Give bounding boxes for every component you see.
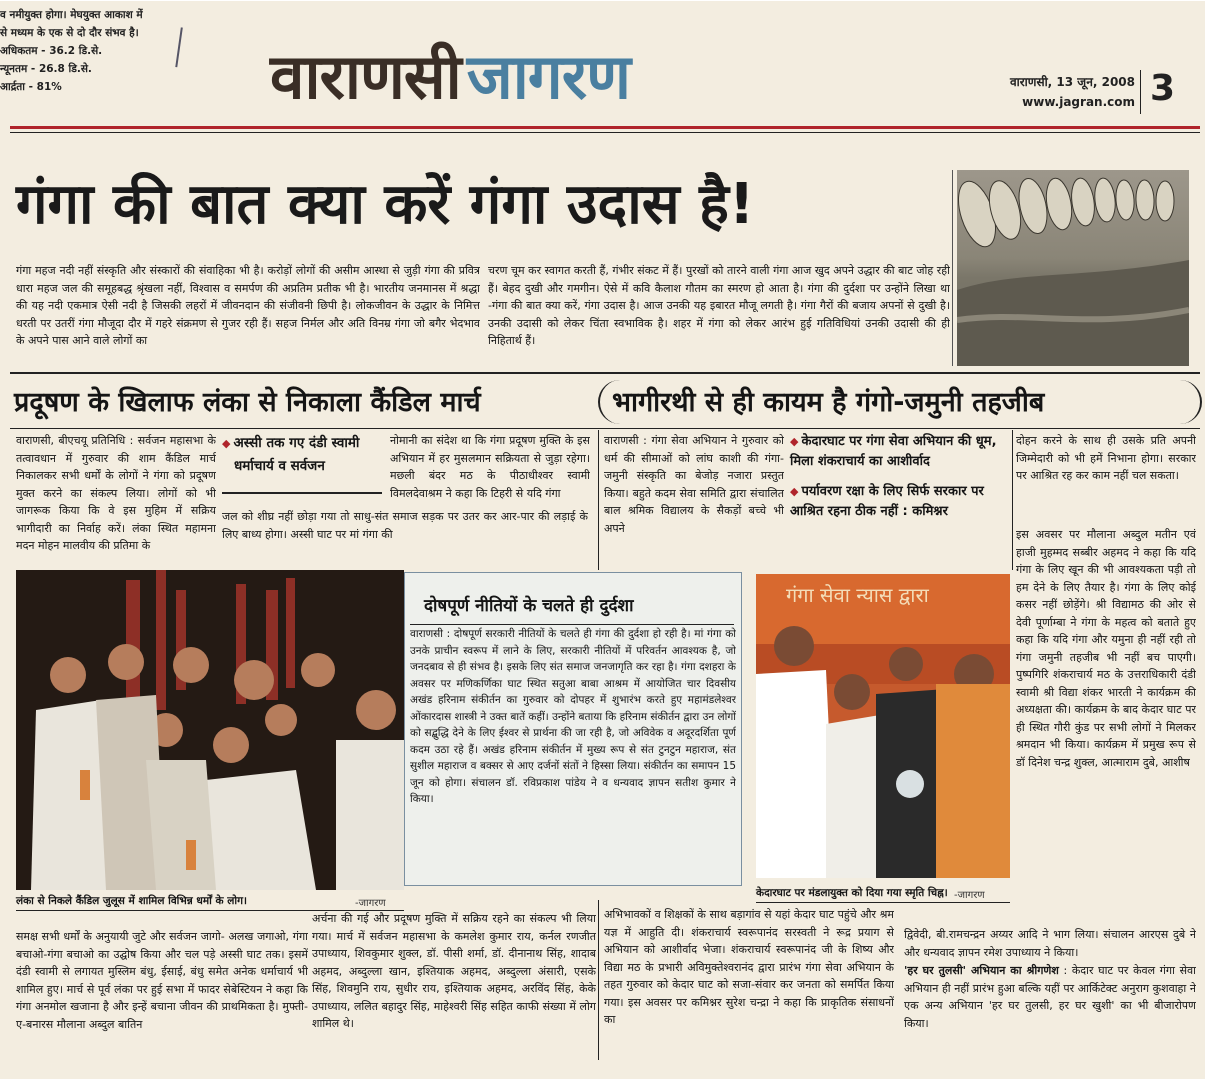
right-story-col-1: वाराणसी : गंगा सेवा अभियान ने गुरुवार को धर्म की सीमाओं को लांघ काशी की गंगा-जमुनी संस्कृति का बेजोड़ नजारा प्रस्तुत किया। बहुते कदम सेवा समिति द्वारा संचालित बाल श्रमिक विद्यालय के सैकड़ों बच्चे भी अपने	[604, 434, 784, 535]
scan-edge	[0, 0, 1205, 1]
tulsi-campaign-body: : केदार घाट पर केवल गंगा सेवा अभियान ही नहीं प्रारंभ हुआ बल्कि यहीं पर आर्किटेक्ट अनुराग कुशवाहा ने एक अन्य अभियान 'हर घर तुलसी, हर घर खुशी' का भी बीजारोपण किया।	[904, 964, 1196, 1030]
headline-underline	[10, 428, 1200, 429]
right-story-bottom-col-2: द्विवेदी, बी.रामचन्द्रन अय्यर आदि ने भाग लिया। संचालन आरएस दुबे ने और धन्यवाद ज्ञापन रमेश उपाध्याय ने किया।	[904, 928, 1196, 959]
left-story-bottom-col-2: अर्चना की गई और प्रदूषण मुक्ति में सक्रिय रहने का संकल्प भी लिया गया। मार्च में सर्वजन महासभा के कमलेश कुमार राय, कर्नल रणजीत उपाध्याय, शिवकुमार शुक्ल, डॉ. पीसी शर्मा, डॉ. दीनानाथ सिंह, शादाब अहमद, अब्दुल्ला खान, इश्तियाक अहमद, अब्दुल्ला अंसारी, एसके सिंह, शिवमुनि राय, सुधीर राय, इश्तियाक अहमद, अरविंद सिंह, केके उपाध्याय, ललित बहादुर सिंह, माहेश्वरी सिंह सहित काफी संख्या में लोग शामिल थे।	[312, 912, 596, 1030]
weather-box	[0, 6, 160, 106]
tulsi-campaign-head: 'हर घर तुलसी' अभियान का श्रीगणेश	[904, 964, 1059, 977]
dateline-divider	[1140, 70, 1141, 114]
ceremony-illustration	[756, 574, 1010, 878]
weather-line: से मध्यम के एक से दो दौर संभव है।	[0, 27, 139, 39]
right-caption-rule	[756, 902, 1010, 903]
right-subhead-1: केदारघाट पर गंगा सेवा अभियान की धूम, मिला शंकराचार्य का आशीर्वाद	[790, 434, 997, 469]
masthead-jagran: जागरण	[466, 40, 630, 113]
right-story-bottom-col-1: अभिभावकों व शिक्षकों के साथ बड़ागांव से यहां केदार घाट पहुंचे और श्रम यज्ञ में आहुति दी। शंकराचार्य स्वरूपानंद सरस्वती ने रूद्र प्रयाग से अभियान को आशीर्वाद भेजा। शंकराचार्य स्वरूपानंद जी के शिष्य और विद्या मठ के प्रभारी अविमुक्तेश्वरानंद द्वारा प्रारंभ गंगा सेवा अभियान के तहत गुरुवार को केदार घाट को सजा-संवार कर जनता को समर्पित किया गया। इस अवसर पर कमिश्नर सुरेश चन्द्रा ने कहा कि प्राकृतिक संसाधनों का	[604, 908, 894, 1026]
left-story-col-2: नोमानी का संदेश था कि गंगा प्रदूषण मुक्ति के इस अभियान में हर मुसलमान सक्रियता से जुड़ा रहेगा। मछली बंदर मठ के पीठाधीश्वर स्वामी विमलदेवाश्रम ने कहा कि टिहरी से यदि गंगा	[390, 434, 590, 500]
left-photo-credit: -जागरण	[355, 898, 386, 909]
masthead-rule	[10, 126, 1200, 129]
right-story-col-3-top: दोहन करने के साथ ही उसके प्रति अपनी जिम्मेदारी को भी हमें निभाना होगा। सरकार पर आश्रित रह कर काम नहीं चल सकता।	[1016, 434, 1196, 482]
middle-story-headline: दोषपूर्ण नीतियों के चलते ही दुर्दशा	[424, 596, 634, 616]
left-story-headline: प्रदूषण के खिलाफ लंका से निकाला कैंडिल मार्च	[14, 387, 481, 418]
left-subhead-2: धर्माचार्य व सर्वजन	[234, 458, 325, 474]
masthead	[270, 34, 730, 120]
kedarghat-photo	[756, 574, 1010, 878]
weather-min: न्यूनतम - 26.8 डि.से.	[0, 63, 92, 75]
column-divider	[598, 430, 599, 570]
diamond-bullet-icon: ◆	[790, 485, 799, 498]
intro-divider	[10, 372, 1200, 374]
right-subhead-box	[790, 432, 1010, 556]
right-photo-caption: केदारघाट पर मंडलायुक्त को दिया गया स्मृति चिह्न।	[756, 887, 948, 899]
left-subhead-col: जल को शीघ्र नहीं छोड़ा गया तो साधु-संत समाज सड़क पर उतर कर आर-पार की लड़ाई के लिए बाध्य होगा। अस्सी घाट पर मां गंगा की	[222, 510, 588, 541]
weather-line: व नमीयुक्त होगा। मेघयुक्त आकाश में	[0, 9, 143, 21]
weather-humidity: आर्द्रता - 81%	[0, 81, 62, 93]
weather-max: अधिकतम - 36.2 डि.से.	[0, 45, 103, 57]
right-photo-credit: -जागरण	[954, 890, 985, 901]
masthead-varanasi: वाराणसी	[270, 40, 461, 113]
diamond-bullet-icon: ◆	[790, 435, 799, 448]
column-divider	[598, 900, 599, 1060]
tulsi-campaign	[904, 962, 1196, 1052]
column-divider	[952, 170, 953, 366]
website-url: www.jagran.com	[1022, 95, 1135, 109]
right-subhead-2: पर्यावरण रक्षा के लिए सिर्फ सरकार पर आश्रित रहना ठीक नहीं : कमिश्नर	[790, 484, 984, 519]
left-subhead-box	[222, 432, 382, 494]
page-number: 3	[1150, 68, 1176, 109]
crowd-illustration	[16, 570, 404, 890]
left-photo-caption: लंका से निकले कैंडिल जुलूस में शामिल विभिन्न धर्मों के लोग।	[16, 895, 247, 907]
middle-story-body: वाराणसी : दोषपूर्ण सरकारी नीतियों के चलते ही गंगा की दुर्दशा हो रही है। मां गंगा को उनके प्राचीन स्वरूप में लाने के लिए, सरकारी नीतियों में परिवर्तन आवश्यक है, जो जनदबाव से ही संभव है। इसके लिए संत समाज जनजागृति कर रहा है। गंगा दशहरा के अवसर पर मणिकर्णिका घाट स्थित सतुआ बाबा आश्रम में आयोजित चार दिवसीय अखंड हरिनाम संकीर्तन का गुरुवार को दोपहर में शुभारंभ करते हुए महामंडलेश्वर ओंकारदास शास्त्री ने उक्त बातें कहीं। उन्होंने बताया कि हरिनाम संकीर्तन द्वारा उन लोगों को सद्बुद्धि देने के लिए ईश्वर से प्रार्थना की जा रही है, जो अविवेक व अदूरदर्शिता पूर्ण कदम उठा रहे हैं। अखंड हरिनाम संकीर्तन में मुख्य रूप से संत टुनटुन महाराज, संत सुशील महाराज व बक्सर से आए दर्जनों संतों ने हिस्सा लिया। संकीर्तन का समापन 15 जून को होगा। संचालन डॉ. रविप्रकाश पांडेय ने व धन्यवाद ज्ञापन सतीश कुमार ने किया।	[410, 628, 736, 805]
intro-col-1: गंगा महज नदी नहीं संस्कृति और संस्कारों की संवाहिका भी है। करोड़ों लोगों की असीम आस्था से जुड़ी गंगा की प्रवित्र धारा महज जल की समूहबद्ध श्रृंखला नहीं, विश्वास व समर्पण की अप्रतिम प्रतीक भी है। भारतीय जनमानस में श्रद्धा की यह नदी एकमात्र ऐसी नदी है जिसकी लहरों में जीवनदान की संजीवनी छिपी है। लोकजीवन के उद्धार के निमित्त धरती पर उतरीं गंगा मौजूदा दौर में गहरे संक्रमण से गुजर रही हैं। सहज निर्मल और अति विनम्र गंगा जो बगैर भेदभाव के अपने पास आने वाले लोगों का	[16, 264, 480, 347]
issue-date: वाराणसी, 13 जून, 2008	[1009, 75, 1135, 89]
middle-headline-rule	[410, 624, 734, 625]
ganga-river-photo	[957, 170, 1189, 366]
left-story-bottom-col-1: समक्ष सभी धर्मों के अनुयायी जुटे और सर्वजन जागो- अलख जगाओ, गंगा बचाओ-गंगा बचाओ का उद्घोष किया और चल पड़े अस्सी घाट तक। इसमें दंडी स्वामी से लगायत मुस्लिम बंधु, ईसाई, बंधु समेत अनेक धर्माचार्य भी शामिल हुए। मार्च से पूर्व लंका पर हुई सभा में फादर सेबेस्टियन ने कहा कि गंगा अनमोल खजाना है और इन्हें बचाना जीवन की प्राथमिकता है। मुफ्ती-ए-बनारस मौलाना अब्दुल बातिन	[16, 930, 308, 1031]
banner-text: गंगा सेवा न्यास द्वारा	[786, 583, 929, 607]
main-headline: गंगा की बात क्या करें गंगा उदास है!	[16, 172, 755, 237]
right-story-headline: भागीरथी से ही कायम है गंगो-जमुनी तहजीब	[612, 387, 1045, 418]
right-story-col-3-main: इस अवसर पर मौलाना अब्दुल मतीन एवं हाजी मुहम्मद सब्बीर अहमद ने कहा कि यदि गंगा के लिए खून की भी आवश्यकता पड़ी तो हम देने के लिए तैयार है। गंगा के लिए कोई कसर नहीं छोड़ेंगे। श्री विद्यामठ की ओर से देवी पूर्णाम्बा ने गंगा के महत्व को बताते हुए कहा कि यदि गंगा और यमुना ही नहीं रही तो गंगा जमुनी तहजीब भी नहीं बच पाएगी। पुष्पगिरि शंकराचार्य मठ के उत्तराधिकारी दंडी स्वामी श्री विद्या शंकर भारती ने कार्यक्रम की अध्यक्षता की। कार्यक्रम के बाद केदार घाट पर ही स्थित गौरी कुंड पर सभी लोगों ने मिलकर श्रमदान भी किया। कार्यक्रम में प्रमुख रूप से डॉ दिनेश चन्द्र शुक्ल, आत्माराम दुबे, आशीष	[1016, 528, 1196, 769]
candle-march-photo	[16, 570, 404, 890]
pen-mark	[175, 27, 192, 68]
column-divider	[1012, 430, 1013, 570]
diamond-bullet-icon: ◆	[222, 437, 231, 450]
boats-illustration	[957, 170, 1189, 366]
intro-col-2: चरण चूम कर स्वागत करती हैं, गंभीर संकट में हैं। पुरखों को तारने वाली गंगा आज खुद अपने उद्धार की बाट जोह रही हैं। बेहद दुखी और गमगीन। ऐसे में कवि कैलाश गौतम का स्मरण हो आता है। गंगा की दुर्दशा पर उन्होंने लिखा था -गंगा की बात क्या करें, गंगा उदास है। आज उनकी यह इबारत मौजू लगती है। गंगा गैरों की बजाय अपनों से दुखी है। उनकी उदासी को लेकर चिंता स्वभाविक है। शहर में गंगा को लेकर आरंभ हुई गतिविधियां उनकी उदासी की ही निहितार्थ हैं।	[488, 264, 950, 347]
left-subhead-1: अस्सी तक गए दंडी स्वामी	[233, 435, 360, 451]
dateline	[1000, 72, 1135, 112]
masthead-rule-thin	[10, 132, 1200, 133]
left-story-col-1: वाराणसी, बीएचयू प्रतिनिधि : सर्वजन महासभा के तत्वावधान में गुरुवार की शाम कैंडिल मार्च निकालकर सभी धर्मों के लोगों ने गंगा को प्रदूषण मुक्त करने का संकल्प लिया। लोगों को भी जागरूक किया कि वे इस मुहिम में सक्रिय भागीदारी का निर्वाह करें। लंका स्थित महामना मदन मोहन मालवीय की प्रतिमा के	[16, 434, 216, 552]
